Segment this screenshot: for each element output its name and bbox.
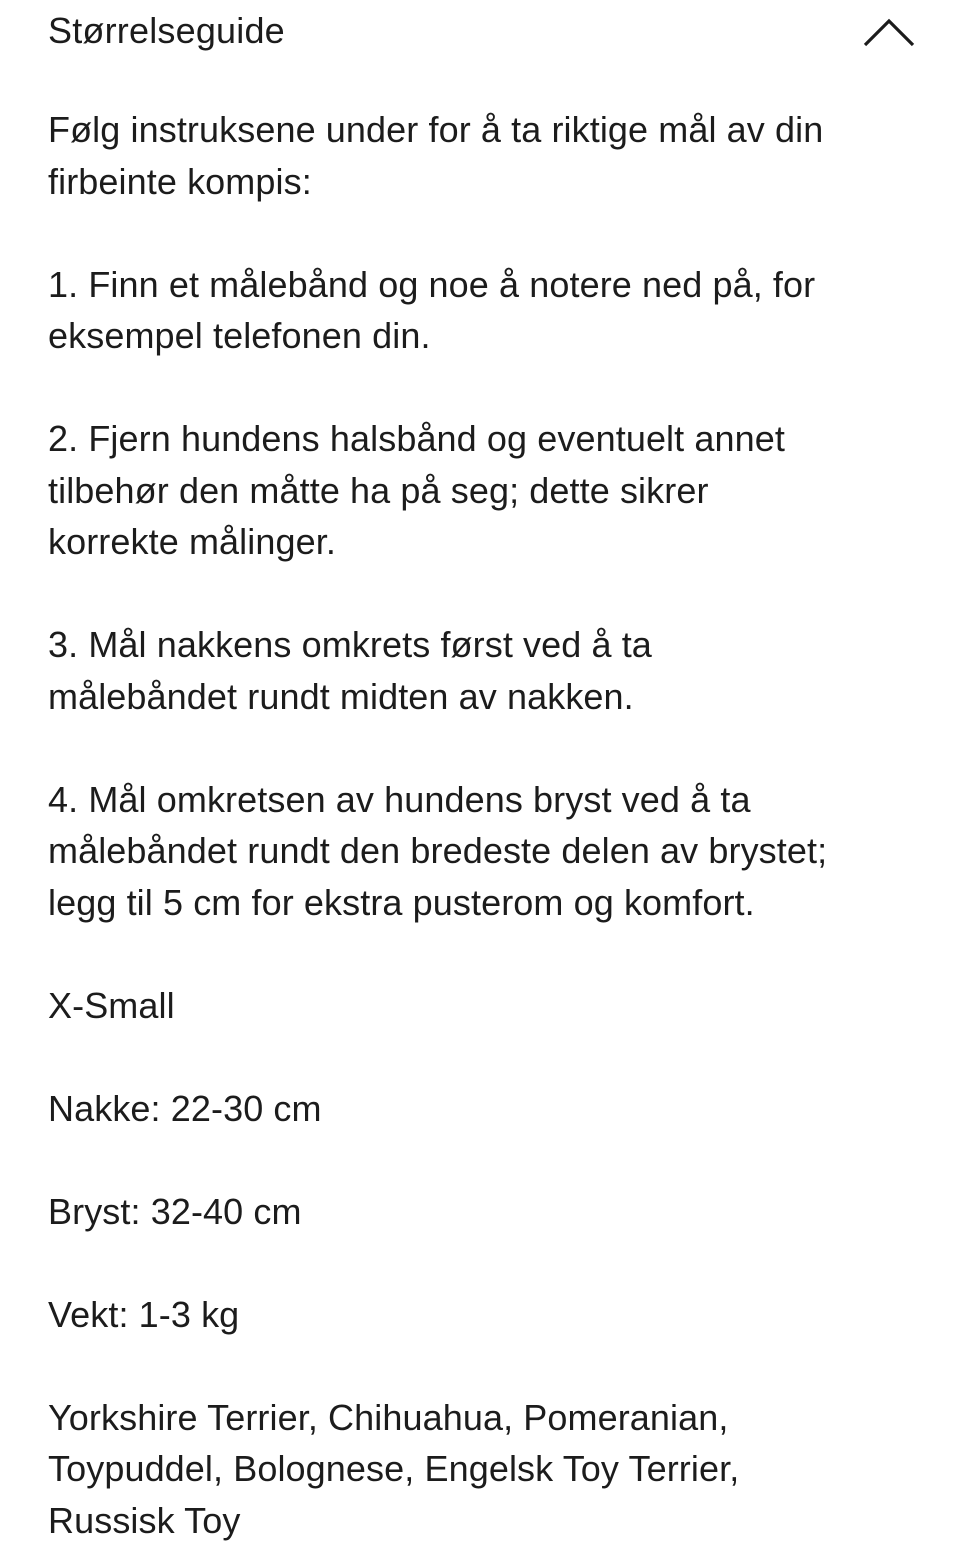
accordion-title: Størrelseguide <box>48 10 285 51</box>
chest-measurement: Bryst: 32-40 cm <box>48 1190 302 1232</box>
neck-measurement: Nakke: 22-30 cm <box>48 1087 322 1129</box>
step-2: 2. Fjern hundens halsbånd og eventuelt annet tilbehør den måtte ha på seg; dette sikrer korrekte målinger. <box>48 418 785 562</box>
size-guide-content <box>48 104 928 1546</box>
step-3: 3. Mål nakkens omkrets først ved å ta målebåndet rundt midten av nakken. <box>48 624 652 717</box>
size-guide-accordion-header[interactable] <box>0 0 960 64</box>
weight-measurement: Vekt: 1-3 kg <box>48 1293 240 1335</box>
intro-text: Følg instruksene under for å ta riktige mål av din firbeinte kompis: <box>48 109 824 202</box>
breed-list: Yorkshire Terrier, Chihuahua, Pomeranian, Toypuddel, Bolognese, Engelsk Toy Terrier, Russisk Toy <box>48 1396 740 1541</box>
chevron-up-icon[interactable] <box>862 14 916 50</box>
step-1: 1. Finn et målebånd og noe å notere ned på, for eksempel telefonen din. <box>48 263 816 356</box>
step-4: 4. Mål omkretsen av hundens bryst ved å ta målebåndet rundt den bredeste delen av brystet; legg til 5 cm for ekstra pusterom og komfort. <box>48 778 828 923</box>
size-name: X-Small <box>48 984 175 1026</box>
